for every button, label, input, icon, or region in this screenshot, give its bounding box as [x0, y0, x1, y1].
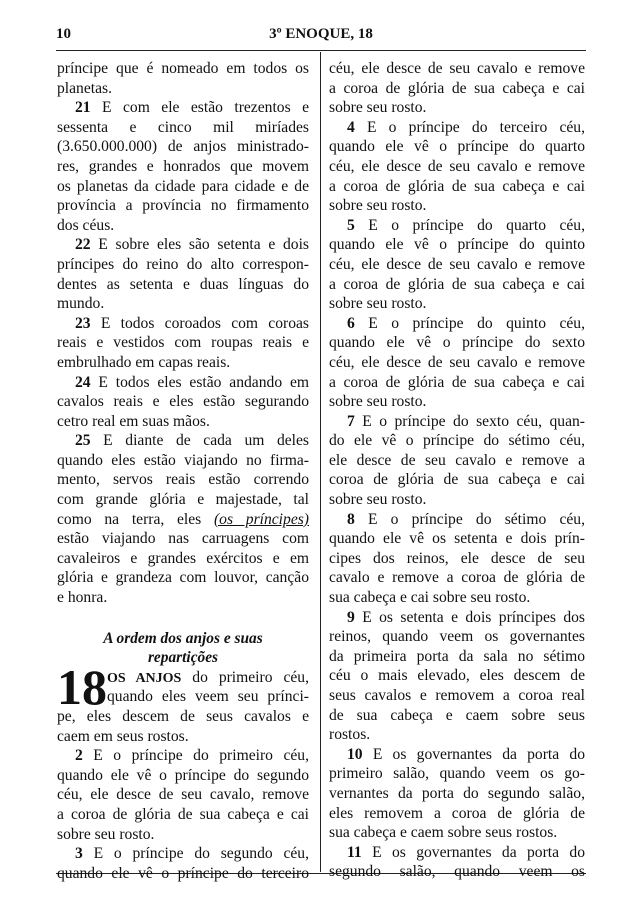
verse-7 [329, 412, 585, 432]
text-line [107, 668, 309, 688]
verse-number: 6 [347, 314, 355, 332]
text-line: reais e vestidos com roupas reais e [57, 334, 309, 352]
verse-text: E todos eles estão andando em [90, 373, 309, 391]
text-line: a coroa de glória de sua cabeça e cai [329, 177, 585, 195]
text-line: quando eles veem seu prínci- [107, 688, 309, 706]
text-line: mundo. [57, 295, 105, 313]
verse-text: E o príncipe do segundo céu, [82, 845, 309, 863]
text-line: estão viajando nas carruagens com [57, 530, 309, 548]
verse-text: E diante de cada um deles [90, 432, 309, 450]
verse-11 [329, 843, 585, 863]
text-line: com grande glória e majestade, tal [57, 491, 309, 509]
text-line: céu, ele desce de seu cavalo e remove [329, 353, 585, 371]
text-line: quando ele vê o príncipe do sexto [329, 334, 585, 352]
verse-text: E o príncipe do sétimo céu, [354, 510, 585, 528]
verse-number: 10 [347, 745, 363, 763]
text-line: céu, ele desce de seu cavalo, remove [57, 786, 309, 804]
text-line: quando ele vê os setenta e dois prín- [329, 530, 585, 548]
verse-number: 4 [347, 118, 355, 136]
text-line: sessenta e cinco mil miríades [57, 118, 309, 136]
text-line: primeiro salão, quando veem os go- [329, 765, 585, 783]
verse-10 [329, 745, 585, 765]
text-line: reinos, quando veem os governantes [329, 628, 585, 646]
text-line: quando ele vê o príncipe do quarto [329, 138, 585, 156]
text-line: mento, servos reais estão correndo [57, 471, 309, 489]
text-line: coroa de glória de sua cabeça e cai [329, 471, 585, 489]
text-line: sobre seu rosto. [329, 393, 427, 411]
text-line: caem em seus rostos. [57, 727, 189, 745]
text-line: sobre seu rosto. [329, 99, 427, 117]
verse-6 [329, 314, 585, 334]
text-line: céu, ele desce de seu cavalo e remove [329, 157, 585, 175]
page-number: 10 [56, 26, 71, 42]
verse-text: E todos coroados com coroas [90, 314, 309, 332]
verse-number: 11 [347, 843, 362, 861]
text-line: cipes dos reinos, ele desce de seu [329, 549, 585, 567]
heading-line: repartições [147, 649, 219, 667]
text-line: (3.650.000.000) de anjos ministrado- [57, 138, 309, 156]
verse-8 [329, 510, 585, 530]
text-line: quando ele vê o príncipe do terceiro [57, 864, 309, 882]
verse-number: 9 [347, 608, 355, 626]
text-line: ele desce de seu cavalo e remove a [329, 451, 585, 469]
verse-number: 8 [347, 510, 355, 528]
verse-text: do primeiro céu, [181, 668, 309, 686]
verse-text: E os governantes da porta do [361, 843, 585, 861]
verse-text: E os setenta e dois príncipes dos [354, 608, 585, 626]
verse-number: 7 [347, 412, 355, 430]
text-line: glória e grandeza com louvor, canção [57, 569, 309, 587]
verse-9 [329, 608, 585, 628]
text-line: de sua cabeça e caem sobre seus [329, 706, 585, 724]
text-line: a coroa de glória de sua cabeça e cai [329, 79, 585, 97]
text-line: cavalos reais e eles estão segurando [57, 393, 309, 411]
verse-2 [57, 746, 309, 766]
text-line: os planetas da cidade para cidade e de [57, 177, 309, 195]
text-line: sobre seu rosto. [329, 295, 427, 313]
text-line: quando ele vê o príncipe do quinto [329, 236, 585, 254]
text-line [57, 510, 309, 530]
text-line: a coroa de glória de sua cabeça e cai [329, 373, 585, 391]
verse-text: E o príncipe do sexto céu, quan- [354, 412, 585, 430]
text-line: da primeira porta da sala no sétimo [329, 647, 585, 665]
right-column [329, 59, 585, 882]
header-rule [56, 50, 586, 51]
text-line: céu, ele desce de seu cavalo e remove [329, 255, 585, 273]
verse-text: como na terra, eles [57, 510, 214, 528]
verse-25 [57, 431, 309, 451]
verse-text: E o príncipe do quinto céu, [354, 314, 585, 332]
verse-number: 24 [75, 373, 91, 391]
small-caps-lead: OS ANJOS [107, 670, 182, 686]
text-line: do ele vê o príncipe do sétimo céu, [329, 432, 585, 450]
verse-text: E com ele estão trezentos e [90, 99, 309, 117]
chapter-number: 18 [57, 658, 107, 715]
verse-text: E o príncipe do quarto céu, [354, 216, 585, 234]
left-column [57, 59, 309, 883]
verse-5 [329, 216, 585, 236]
page-header [56, 26, 586, 48]
verse-number: 21 [75, 99, 91, 117]
text-line: príncipe que é nomeado em todos os [57, 60, 309, 77]
text-line: a coroa de glória de sua cabeça e cai [57, 805, 309, 823]
verse-3 [57, 844, 309, 864]
verse-number: 5 [347, 216, 355, 234]
text-line: cavaleiros e grandes exércitos e em [57, 549, 309, 567]
verse-text: E o príncipe do terceiro céu, [354, 118, 585, 136]
text-line: dos céus. [57, 216, 115, 234]
running-title: 3º ENOQUE, 18 [269, 26, 373, 42]
text-line: pe, eles descem de seus cavalos e [57, 708, 309, 725]
text-line: embrulhado em capas reais. [57, 353, 231, 371]
verse-number: 22 [75, 236, 91, 254]
verse-number: 2 [75, 747, 83, 765]
text-line: príncipes do reino do alto correspon- [57, 255, 309, 273]
column-divider [320, 52, 321, 872]
text-line: sua cabeça e cai sobre seu rosto. [329, 589, 531, 607]
verse-number: 23 [75, 314, 91, 332]
text-line: cetro real em suas mãos. [57, 412, 210, 430]
text-line: rostos. [329, 726, 371, 744]
text-line: e honra. [57, 589, 108, 607]
text-line: segundo salão, quando veem os [329, 863, 585, 881]
text-line: a coroa de glória de sua cabeça e cai [329, 275, 585, 293]
text-line: província a província no firmamento [57, 197, 309, 215]
text-line: dentes as setenta e duas línguas do [57, 275, 309, 293]
text-line: céu, ele desce de seu cavalo e remove [329, 60, 585, 77]
verse-text: E sobre eles são setenta e dois [90, 236, 309, 254]
text-line: quando eles estão viajando no firma- [57, 451, 309, 469]
verse-number: 3 [75, 845, 83, 863]
verse-number: 25 [75, 432, 91, 450]
text-line: sobre seu rosto. [329, 197, 427, 215]
verse-text: E os governantes da porta do [362, 745, 585, 763]
verse-22 [57, 235, 309, 255]
italic-annotation: (os príncipes) [213, 510, 309, 528]
heading-line: A ordem dos anjos e suas [103, 629, 263, 647]
text-line: eles removem a coroa de glória de [329, 804, 585, 822]
text-line: res, grandes e honrados que movem [57, 157, 309, 175]
text-line: sobre seu rosto. [329, 491, 427, 509]
verse-24 [57, 373, 309, 393]
text-line: vernantes da porta do segundo salão, [329, 784, 585, 802]
text-line: sobre seu rosto. [57, 825, 155, 843]
verse-text: E o príncipe do primeiro céu, [82, 747, 309, 765]
text-line: planetas. [57, 79, 112, 97]
text-line: sua cabeça e caem sobre seus rostos. [329, 824, 558, 842]
verse-4 [329, 118, 585, 138]
verse-21 [57, 98, 309, 118]
text-line: quando ele vê o príncipe do segundo [57, 766, 309, 784]
text-line: cavalo e remove a coroa de glória de [329, 569, 585, 587]
verse-23 [57, 314, 309, 334]
text-line: céu o mais elevado, eles descem de [329, 667, 585, 685]
text-line: seus cavalos e removem a coroa real [329, 687, 585, 704]
